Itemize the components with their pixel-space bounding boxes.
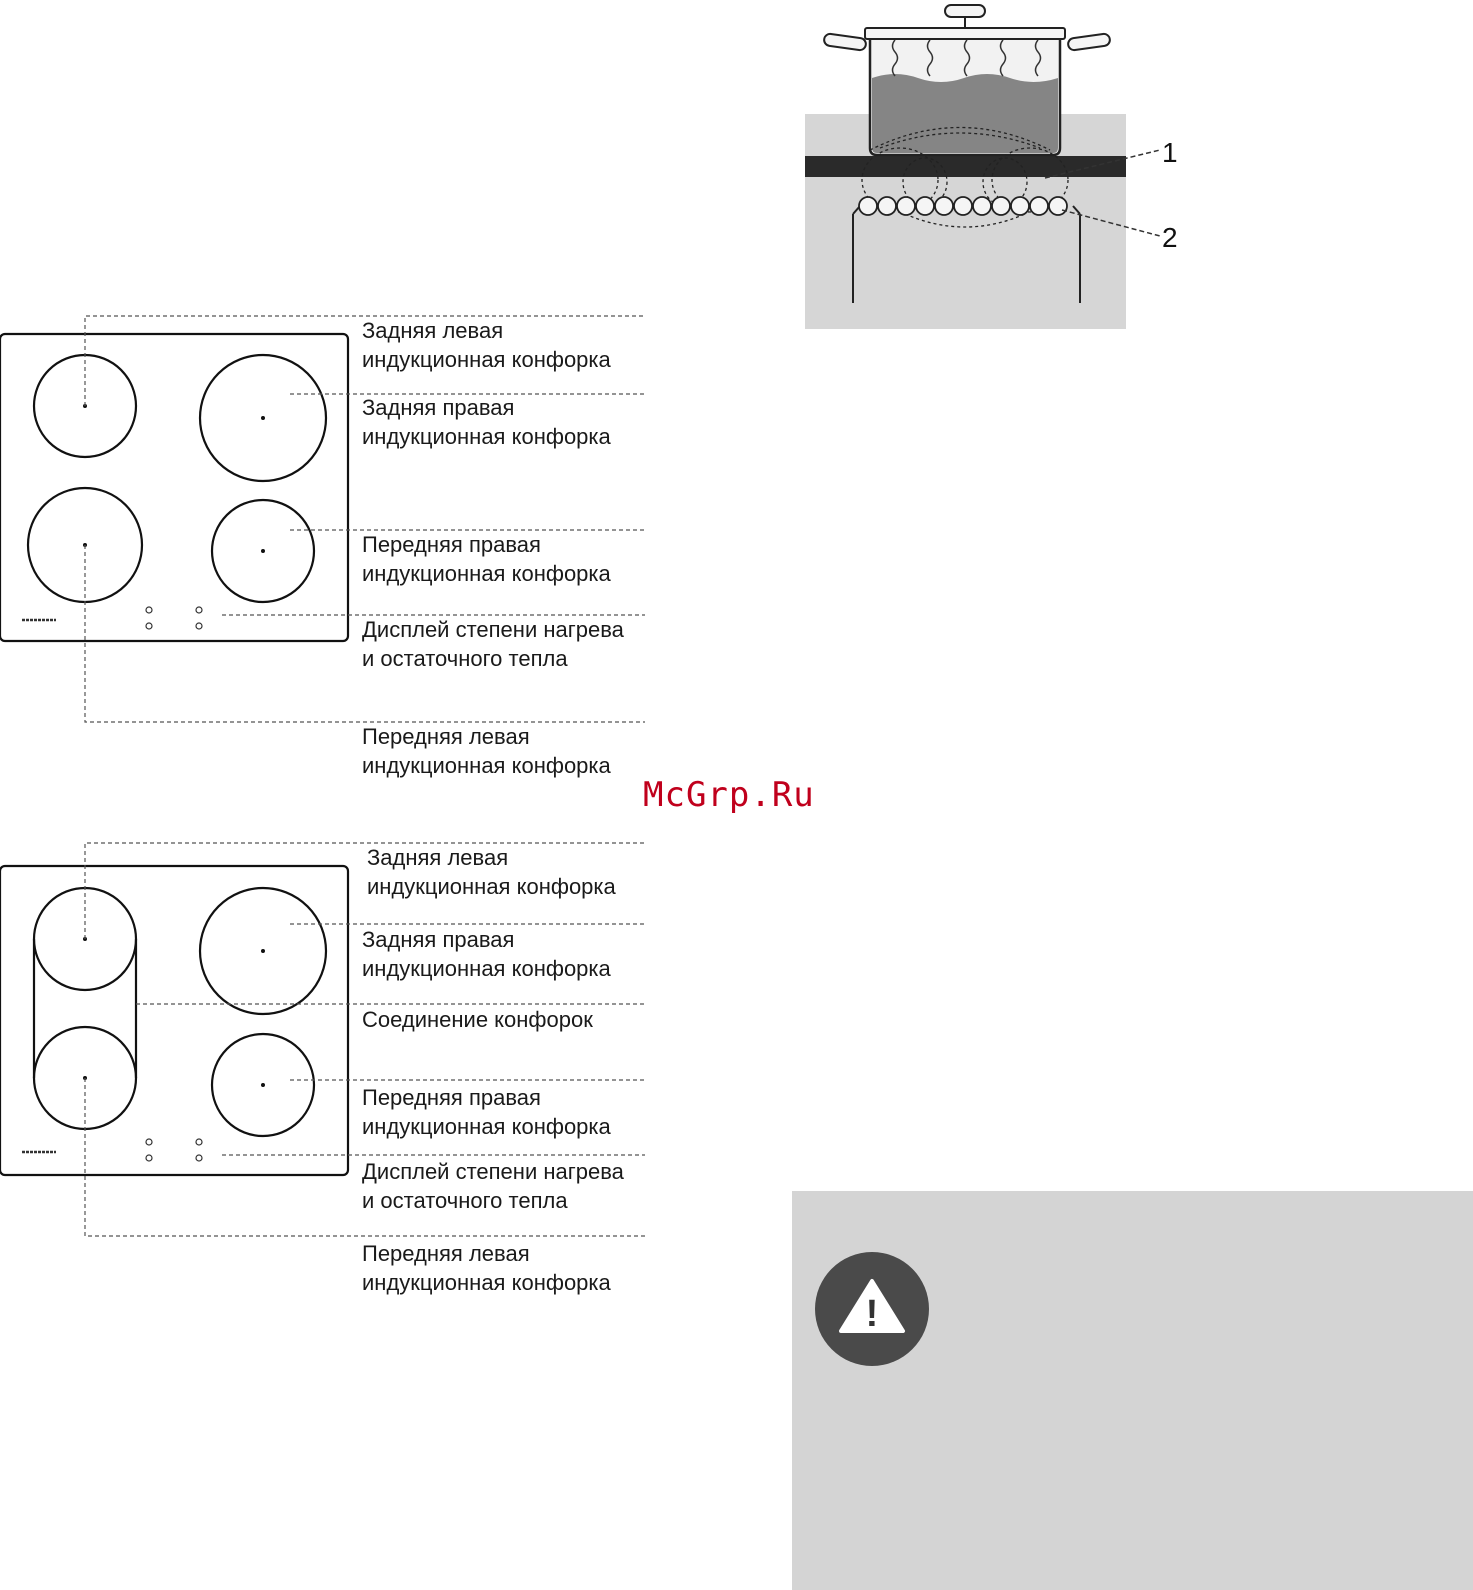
pot-handle-left [823,33,866,51]
water [872,74,1058,153]
label-front-right: Передняя правая индукционная конфорка [362,1085,611,1139]
pot-handle-right [1067,33,1110,51]
warning-panel [792,1191,1473,1590]
pot-lid [865,28,1065,39]
pot-lid-knob [945,5,985,17]
label-front-right: Передняя правая индукционная конфорка [362,532,611,586]
label-front-left: Передняя левая индукционная конфорка [362,1241,611,1295]
glass-plate [805,156,1126,177]
warning-symbol: ! [865,1293,879,1335]
induction-figure [0,0,1473,340]
warning-icon [814,1251,934,1371]
label-bridge: Соединение конфорок [362,1007,593,1032]
display-indicators [146,1139,202,1161]
induction-coil [859,197,1067,215]
callout-2: 2 [1162,222,1178,253]
cooktop-outline [0,866,348,1175]
label-front-left: Передняя левая индукционная конфорка [362,724,611,778]
label-rear-right: Задняя правая индукционная конфорка [362,927,611,981]
label-rear-right: Задняя правая индукционная конфорка [362,395,611,449]
label-rear-left: Задняя левая индукционная конфорка [362,318,611,372]
watermark: McGrp.Ru [643,775,815,815]
label-rear-left: Задняя левая индукционная конфорка [367,845,616,899]
callout-1: 1 [1162,137,1178,168]
label-display: Дисплей степени нагрева и остаточного тепла [362,617,624,671]
label-display: Дисплей степени нагрева и остаточного тепла [362,1159,624,1213]
